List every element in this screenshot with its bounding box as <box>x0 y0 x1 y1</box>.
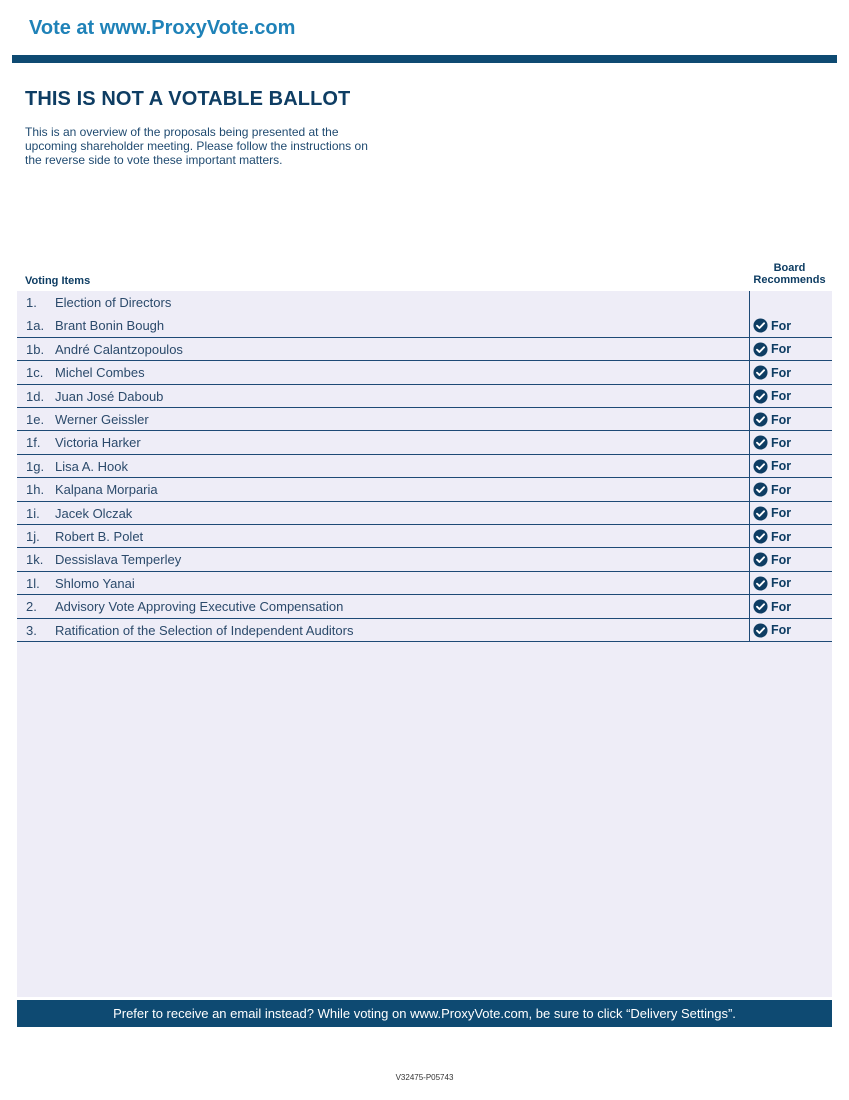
item-text: Victoria Harker <box>55 435 141 451</box>
intro-line: upcoming shareholder meeting. Please follow the instructions on <box>25 139 368 153</box>
check-circle-icon <box>753 412 768 427</box>
check-circle-icon <box>753 576 768 591</box>
table-row <box>17 314 832 337</box>
document-code: V32475-P05743 <box>395 1073 454 1082</box>
board-recommendation <box>753 412 791 427</box>
recommendation-label: For <box>771 459 792 474</box>
item-text: Advisory Vote Approving Executive Compensation <box>55 599 344 615</box>
check-circle-icon <box>753 599 768 614</box>
item-text: Kalpana Morparia <box>55 482 158 498</box>
table-row <box>17 525 832 548</box>
board-header-line: Recommends <box>753 274 826 286</box>
recommendation-label: For <box>771 506 792 521</box>
recommendation-label: For <box>771 599 792 614</box>
item-number: 1c. <box>26 365 44 381</box>
recommendation-label: For <box>771 529 792 544</box>
item-number: 1l. <box>26 575 40 591</box>
check-circle-icon <box>753 506 768 521</box>
item-number: 1d. <box>26 388 45 404</box>
recommendation-label: For <box>771 552 792 567</box>
table-row <box>17 385 832 408</box>
check-circle-icon <box>753 482 768 497</box>
recommendation-label: For <box>771 389 792 404</box>
recommendation-label: For <box>771 412 792 427</box>
recommendation-label: For <box>771 365 792 380</box>
item-text: Lisa A. Hook <box>55 458 128 474</box>
item-text: Werner Geissler <box>55 412 149 427</box>
item-number: 1h. <box>26 482 45 498</box>
recommendation-label: For <box>771 318 792 333</box>
item-number: 1b. <box>26 341 45 357</box>
board-recommendation <box>753 482 791 497</box>
item-text: Juan José Daboub <box>55 388 164 404</box>
check-circle-icon <box>753 552 768 567</box>
board-recommendation <box>753 623 791 638</box>
board-recommendation <box>753 318 791 333</box>
table-row <box>17 619 832 642</box>
delivery-settings-banner: Prefer to receive an email instead? While voting on www.ProxyVote.com, be sure to click “Delivery Settings”. <box>17 1000 832 1027</box>
check-circle-icon <box>753 435 768 450</box>
item-number: 1g. <box>26 458 45 474</box>
item-text: Ratification of the Selection of Independent Auditors <box>55 622 354 638</box>
table-row <box>17 548 832 571</box>
board-recommendation <box>753 552 791 567</box>
board-header-line: Board <box>773 262 806 274</box>
item-text: Jacek Olczak <box>55 505 133 521</box>
item-number: 1i. <box>26 505 40 521</box>
intro-text <box>25 125 425 167</box>
board-recommendation <box>753 342 791 357</box>
recommendation-label: For <box>771 435 792 450</box>
item-text: André Calantzopoulos <box>55 341 183 357</box>
item-text: Brant Bonin Bough <box>55 318 165 334</box>
board-recommendation <box>753 529 791 544</box>
header-rule <box>12 55 837 63</box>
check-circle-icon <box>753 459 768 474</box>
check-circle-icon <box>753 365 768 380</box>
item-number: 1j. <box>26 529 40 544</box>
table-row <box>17 361 832 384</box>
item-number: 1a. <box>26 318 45 334</box>
board-recommendation <box>753 576 791 591</box>
item-text: Election of Directors <box>55 295 172 310</box>
table-row <box>17 291 832 314</box>
item-number: 1. <box>26 295 37 310</box>
column-divider <box>749 291 750 642</box>
item-text: Dessislava Temperley <box>55 552 182 568</box>
item-number: 1f. <box>26 435 41 451</box>
table-row <box>17 455 832 478</box>
item-number: 1k. <box>26 552 44 568</box>
board-recommendation <box>753 459 791 474</box>
board-recommends-header <box>748 262 831 286</box>
recommendation-label: For <box>771 342 792 357</box>
check-circle-icon <box>753 342 768 357</box>
recommendation-label: For <box>771 576 792 591</box>
check-circle-icon <box>753 318 768 333</box>
item-number: 1e. <box>26 412 45 427</box>
table-row <box>17 502 832 525</box>
check-circle-icon <box>753 389 768 404</box>
table-row <box>17 572 832 595</box>
board-recommendation <box>753 435 791 450</box>
item-number: 2. <box>26 599 37 615</box>
table-row <box>17 408 832 431</box>
page-title: THIS IS NOT A VOTABLE BALLOT <box>25 88 351 110</box>
table-row <box>17 595 832 618</box>
check-circle-icon <box>753 623 768 638</box>
voting-items-header: Voting Items <box>25 275 91 287</box>
board-recommendation <box>753 506 791 521</box>
item-text: Shlomo Yanai <box>55 575 135 591</box>
table-row <box>17 431 832 454</box>
intro-line: the reverse side to vote these important matters. <box>25 153 283 167</box>
intro-line: This is an overview of the proposals being presented at the <box>25 125 339 139</box>
item-text: Michel Combes <box>55 365 145 381</box>
board-recommendation <box>753 365 791 380</box>
item-text: Robert B. Polet <box>55 529 144 544</box>
table-row <box>17 338 832 361</box>
board-recommendation <box>753 389 791 404</box>
recommendation-label: For <box>771 623 792 638</box>
item-number: 3. <box>26 622 37 638</box>
proxyvote-link[interactable]: Vote at www.ProxyVote.com <box>29 17 296 39</box>
board-recommendation <box>753 599 791 614</box>
check-circle-icon <box>753 529 768 544</box>
table-row <box>17 478 832 501</box>
recommendation-label: For <box>771 482 792 497</box>
